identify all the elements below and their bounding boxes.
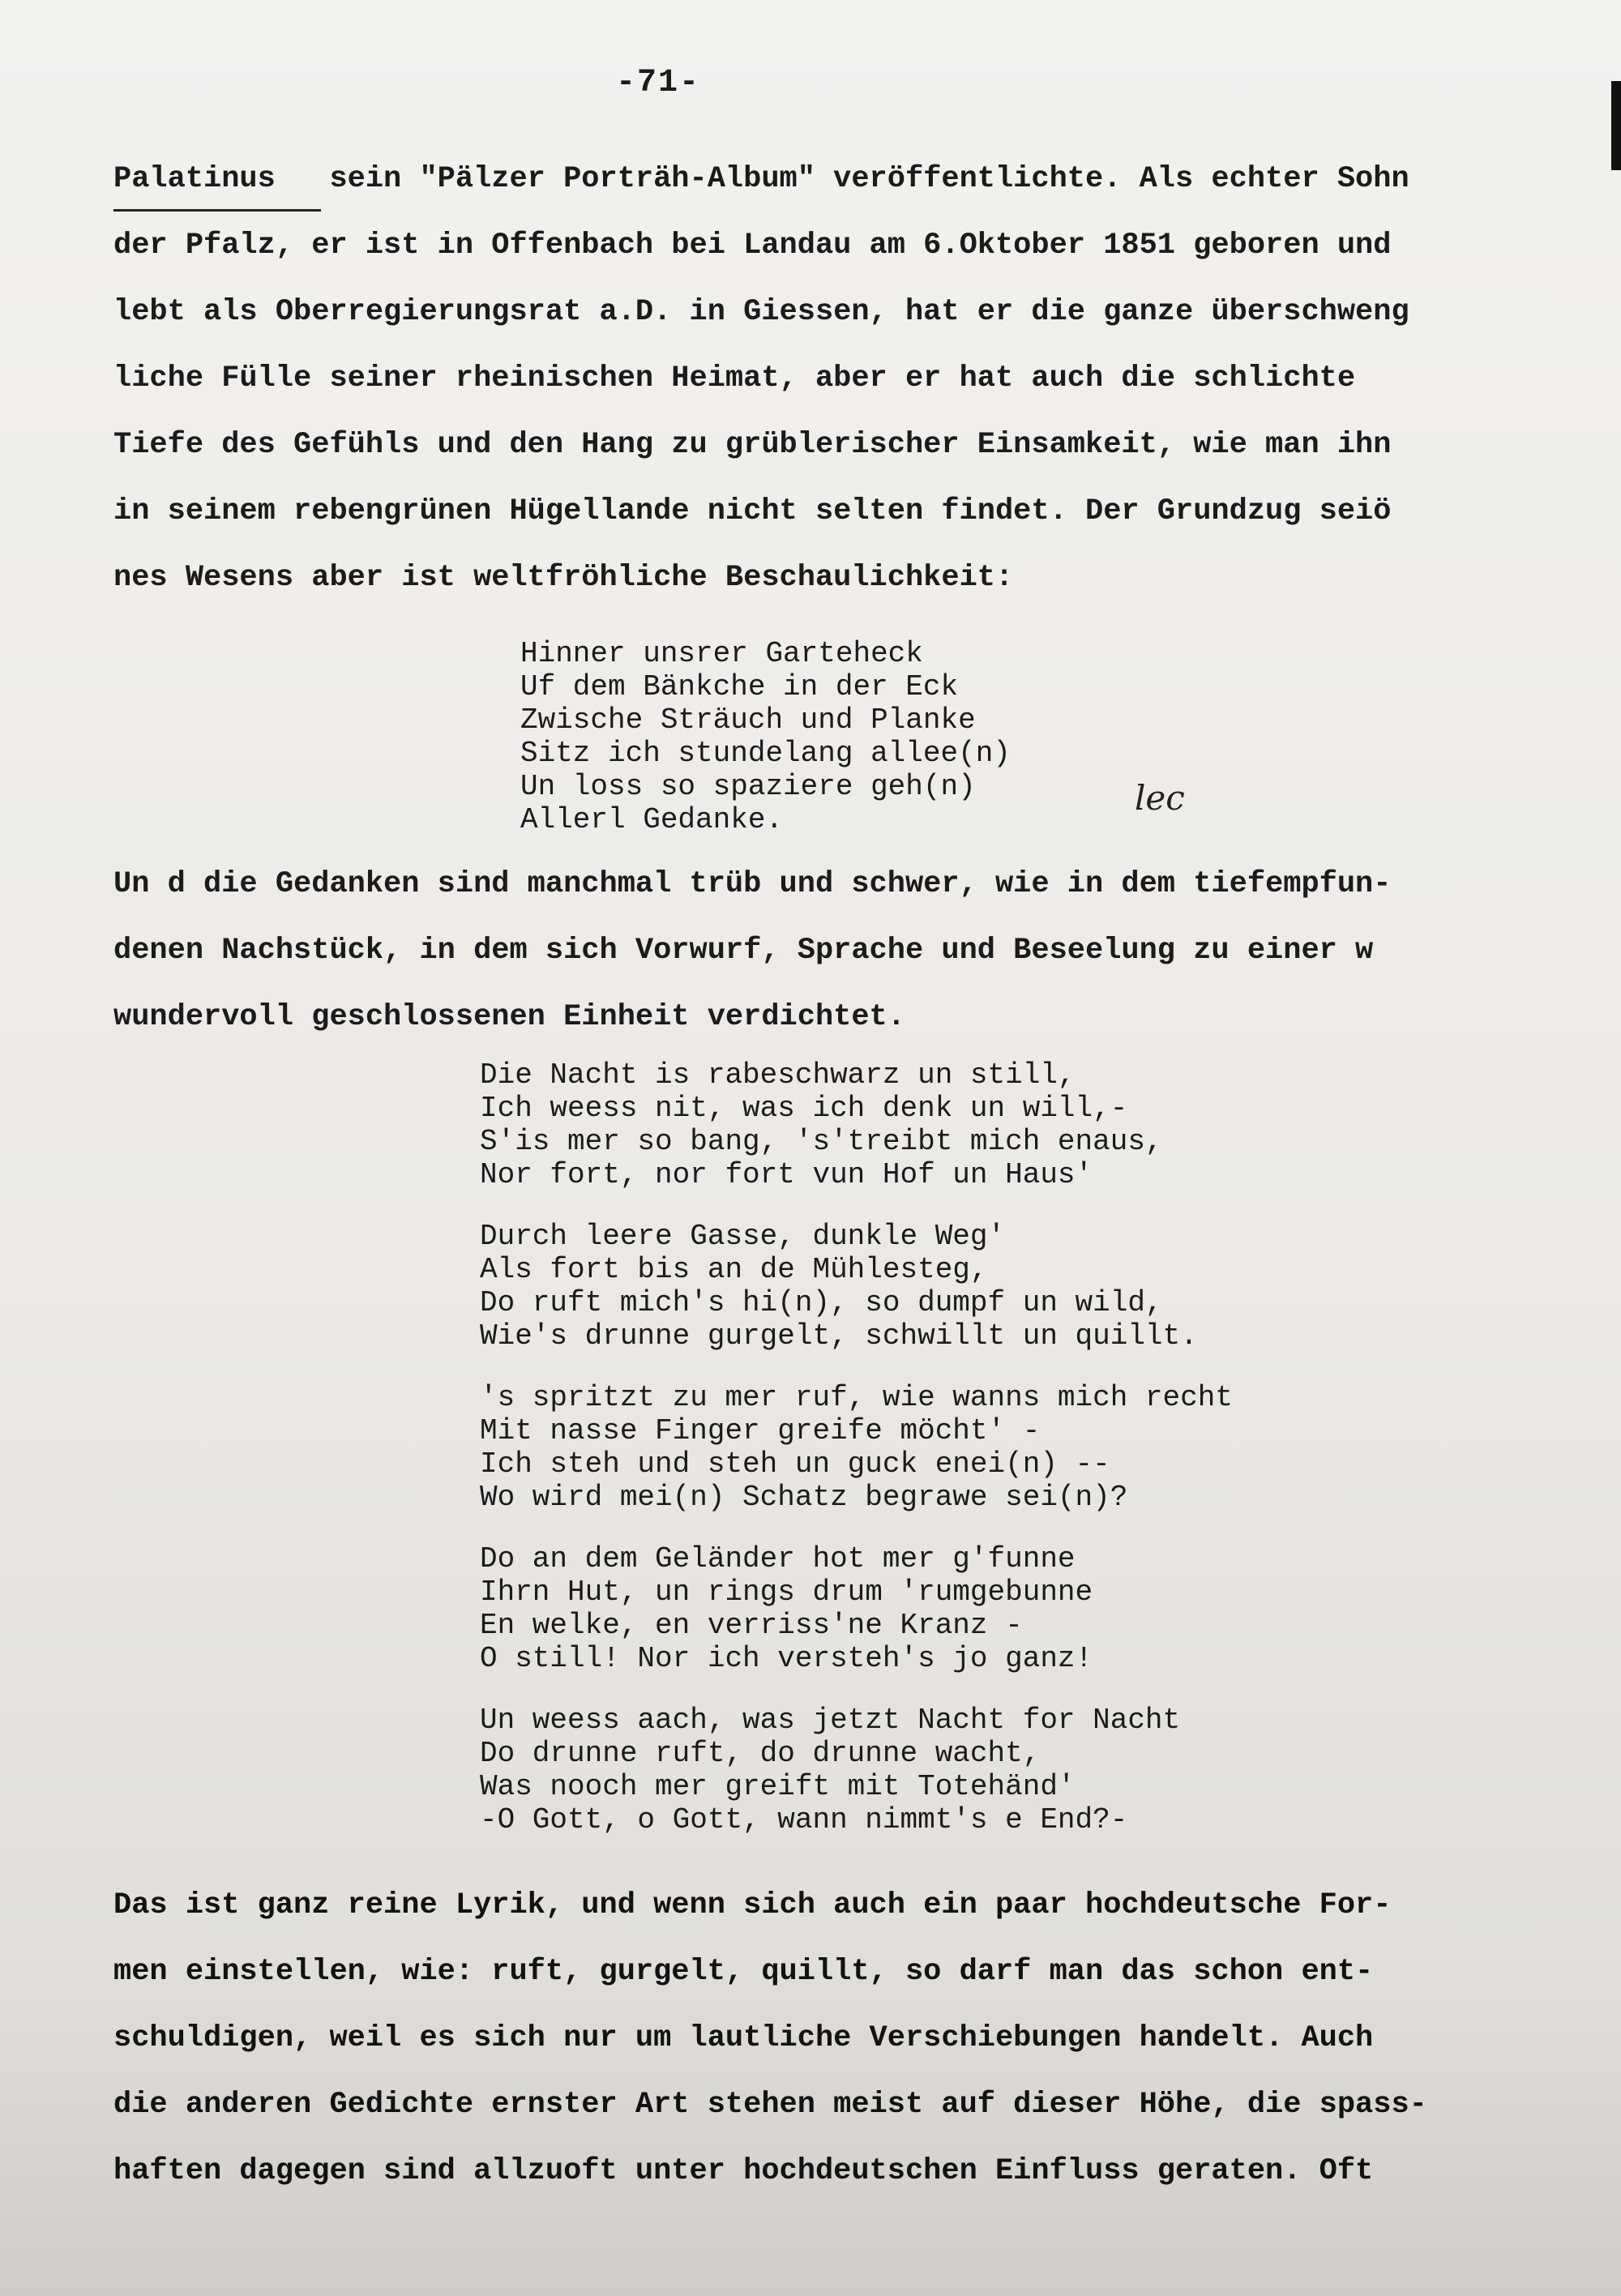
poem-garteheck bbox=[520, 637, 1011, 836]
text-line: schuldigen, weil es sich nur um lautliche Verschiebungen handelt. Auch bbox=[113, 2021, 1374, 2055]
poem-line: Uf dem Bänkche in der Eck bbox=[520, 670, 959, 703]
text-line: denen Nachstück, in dem sich Vorwurf, Sprache und Beseelung zu einer w bbox=[113, 934, 1374, 968]
text-line: men einstellen, wie: ruft, gurgelt, quillt, so darf man das schon ent- bbox=[113, 1955, 1374, 1989]
paragraph-intro bbox=[113, 146, 1409, 611]
text-line: haften dagegen sind allzuoft unter hochdeutschen Einfluss geraten. Oft bbox=[113, 2154, 1374, 2188]
poem-stanza bbox=[480, 1542, 1233, 1675]
poem-line: Ich steh und steh un guck enei(n) -- bbox=[480, 1447, 1110, 1481]
poem-line: En welke, en verriss'ne Kranz - bbox=[480, 1609, 1023, 1642]
underline-palatinus bbox=[113, 209, 321, 212]
poem-line: S'is mer so bang, 's'treibt mich enaus, bbox=[480, 1125, 1163, 1158]
poem-line: Mit nasse Finger greife möcht' - bbox=[480, 1414, 1041, 1447]
poem-line: Ihrn Hut, un rings drum 'rumgebunne bbox=[480, 1576, 1093, 1609]
poem-line: Do drunne ruft, do drunne wacht, bbox=[480, 1737, 1041, 1770]
text-line: Tiefe des Gefühls und den Hang zu grüblerischer Einsamkeit, wie man ihn bbox=[113, 428, 1392, 462]
poem-line: -O Gott, o Gott, wann nimmt's e End?- bbox=[480, 1803, 1128, 1836]
text-line: Un d die Gedanken sind manchmal trüb und schwer, wie in dem tiefempfun- bbox=[113, 867, 1392, 901]
poem-stanza bbox=[480, 1058, 1233, 1191]
text-line: die anderen Gedichte ernster Art stehen meist auf dieser Höhe, die spass- bbox=[113, 2088, 1427, 2122]
text-line: nes Wesens aber ist weltfröhliche Beschaulichkeit: bbox=[113, 561, 1014, 595]
text-line: Palatinus sein "Pälzer Porträh-Album" veröffentlichte. Als echter Sohn bbox=[113, 162, 1409, 196]
poem-stanza bbox=[480, 1220, 1233, 1353]
poem-nacht bbox=[480, 1058, 1233, 1865]
scan-edge-mark bbox=[1611, 81, 1621, 170]
text-line: liche Fülle seiner rheinischen Heimat, aber er hat auch die schlichte bbox=[113, 361, 1356, 395]
poem-stanza bbox=[480, 1704, 1233, 1836]
poem-line: Als fort bis an de Mühlesteg, bbox=[480, 1253, 988, 1286]
poem-line: O still! Nor ich versteh's jo ganz! bbox=[480, 1642, 1093, 1675]
poem-line: Un weess aach, was jetzt Nacht for Nacht bbox=[480, 1704, 1181, 1737]
text-line: wundervoll geschlossenen Einheit verdichtet. bbox=[113, 1000, 905, 1034]
poem-line: Allerl Gedanke. bbox=[520, 803, 784, 836]
paragraph-gedanken bbox=[113, 851, 1391, 1050]
poem-line: Do an dem Geländer hot mer g'funne bbox=[480, 1542, 1076, 1576]
paragraph-lyrik bbox=[113, 1872, 1427, 2204]
page-number: -71- bbox=[616, 65, 701, 101]
poem-line: Hinner unsrer Garteheck bbox=[520, 637, 923, 670]
poem-line: Wo wird mei(n) Schatz begrawe sei(n)? bbox=[480, 1481, 1128, 1514]
poem-line: Sitz ich stundelang allee(n) bbox=[520, 737, 1011, 770]
poem-line: Do ruft mich's hi(n), so dumpf un wild, bbox=[480, 1286, 1163, 1319]
poem-line: Was nooch mer greift mit Totehänd' bbox=[480, 1770, 1076, 1803]
poem-line: 's spritzt zu mer ruf, wie wanns mich recht bbox=[480, 1381, 1233, 1414]
text-line: der Pfalz, er ist in Offenbach bei Landau am 6.Oktober 1851 geboren und bbox=[113, 229, 1392, 263]
poem-line: Wie's drunne gurgelt, schwillt un quillt. bbox=[480, 1319, 1198, 1353]
poem-line: Ich weess nit, was ich denk un will,- bbox=[480, 1092, 1128, 1125]
text-line: lebt als Oberregierungsrat a.D. in Giessen, hat er die ganze überschweng bbox=[113, 295, 1409, 329]
poem-line: Nor fort, nor fort vun Hof un Haus' bbox=[480, 1158, 1093, 1191]
handwritten-margin-note: lec bbox=[1135, 778, 1185, 818]
poem-line: Un loss so spaziere geh(n) bbox=[520, 770, 976, 803]
poem-line: Zwische Sträuch und Planke bbox=[520, 703, 976, 737]
poem-line: Durch leere Gasse, dunkle Weg' bbox=[480, 1220, 1006, 1253]
text-line: Das ist ganz reine Lyrik, und wenn sich auch ein paar hochdeutsche For- bbox=[113, 1888, 1392, 1922]
text-line: in seinem rebengrünen Hügellande nicht selten findet. Der Grundzug seiö bbox=[113, 494, 1392, 528]
poem-stanza bbox=[480, 1381, 1233, 1514]
poem-line: Die Nacht is rabeschwarz un still, bbox=[480, 1058, 1076, 1092]
